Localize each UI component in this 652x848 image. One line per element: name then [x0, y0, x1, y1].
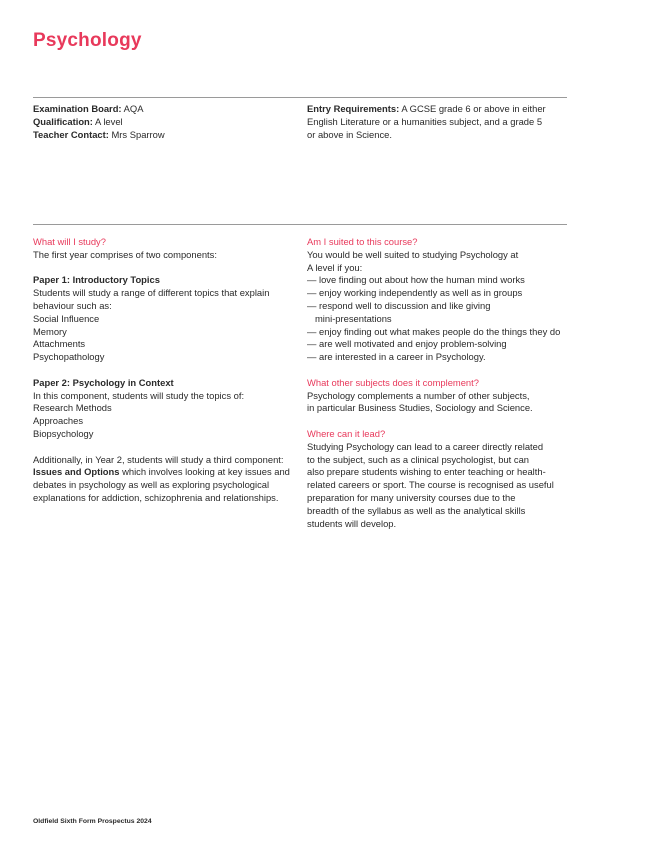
paper2-topic: Biopsychology [33, 427, 94, 439]
suited-item: — are interested in a career in Psychology. [307, 351, 486, 363]
study-intro: The first year comprises of two components: [33, 248, 217, 260]
entry-row [307, 103, 569, 116]
entry-label: Entry Requirements: [307, 103, 400, 114]
top-divider [33, 97, 567, 98]
suited-item-continued: mini-presentations [315, 312, 392, 324]
additional-line-1: Additionally, in Year 2, students will study a third component: [33, 453, 284, 465]
suited-item: — love finding out about how the human mind works [307, 274, 525, 286]
lead-line: also prepare students wishing to enter teaching or health- [307, 466, 546, 478]
study-section [33, 236, 298, 505]
middle-divider [33, 224, 567, 225]
lead-line: preparation for many university courses due to the [307, 491, 516, 503]
suited-item: — enjoy finding out what makes people do the things they do [307, 325, 561, 337]
suited-intro-1: You would be well suited to studying Psychology at [307, 248, 519, 260]
footer-text: Oldfield Sixth Form Prospectus 2024 [33, 818, 152, 825]
complement-line-2: in particular Business Studies, Sociology and Science. [307, 402, 533, 414]
exam-board-value: AQA [123, 103, 144, 114]
entry-line-3: or above in Science. [307, 128, 392, 140]
paper1-topic: Memory [33, 325, 67, 337]
suited-item: — enjoy working independently as well as in groups [307, 287, 523, 299]
additional-line-2-rest: which involves looking at key issues and [119, 466, 290, 478]
paper2-title: Paper 2: Psychology in Context [33, 376, 174, 388]
complement-line-1: Psychology complements a number of other subjects, [307, 389, 530, 401]
lead-line: related careers or sport. The course is recognised as useful [307, 479, 554, 491]
lead-line: Studying Psychology can lead to a career directly related [307, 440, 544, 452]
lead-line: to the subject, such as a clinical psychologist, but can [307, 453, 529, 465]
paper1-desc-2: behaviour such as: [33, 299, 112, 311]
suited-section [307, 236, 569, 530]
suited-heading: Am I suited to this course? [307, 236, 418, 247]
paper1-topic: Attachments [33, 338, 86, 350]
lead-heading: Where can it lead? [307, 427, 386, 439]
qualification-row [33, 116, 298, 129]
suited-item: — respond well to discussion and like giving [307, 299, 491, 311]
paper2-desc: In this component, students will study the topics of: [33, 389, 245, 401]
teacher-row [33, 129, 298, 142]
course-info [33, 103, 298, 141]
suited-item: — are well motivated and enjoy problem-solving [307, 338, 507, 350]
entry-requirements [307, 103, 569, 141]
entry-line-1: A GCSE grade 6 or above in either [401, 103, 546, 114]
page-title: Psychology [33, 30, 142, 51]
paper1-desc-1: Students will study a range of different topics that explain [33, 287, 270, 299]
issues-options-bold: Issues and Options [33, 466, 120, 478]
paper1-topic: Social Influence [33, 312, 100, 324]
complement-heading: What other subjects does it complement? [307, 376, 479, 388]
entry-line-2: English Literature or a humanities subject, and a grade 5 [307, 115, 543, 127]
exam-board-row [33, 103, 298, 116]
additional-line-3: debates in psychology as well as exploring psychological [33, 479, 270, 491]
teacher-value: Mrs Sparrow [111, 128, 165, 140]
additional-line-2 [33, 466, 298, 479]
suited-intro-2: A level if you: [307, 261, 363, 273]
qualification-value: A level [95, 115, 123, 127]
paper1-topic: Psychopathology [33, 351, 105, 363]
paper1-title: Paper 1: Introductory Topics [33, 274, 160, 286]
additional-line-4: explanations for addiction, schizophrenia and relationships. [33, 491, 279, 503]
paper2-topic: Research Methods [33, 402, 112, 414]
lead-line: students will develop. [307, 517, 397, 529]
paper2-topic: Approaches [33, 415, 84, 427]
lead-line: breadth of the syllabus as well as the analytical skills [307, 504, 526, 516]
teacher-label: Teacher Contact: [33, 128, 109, 140]
exam-board-label: Examination Board: [33, 103, 122, 114]
study-heading: What will I study? [33, 236, 106, 247]
qualification-label: Qualification: [33, 115, 93, 127]
